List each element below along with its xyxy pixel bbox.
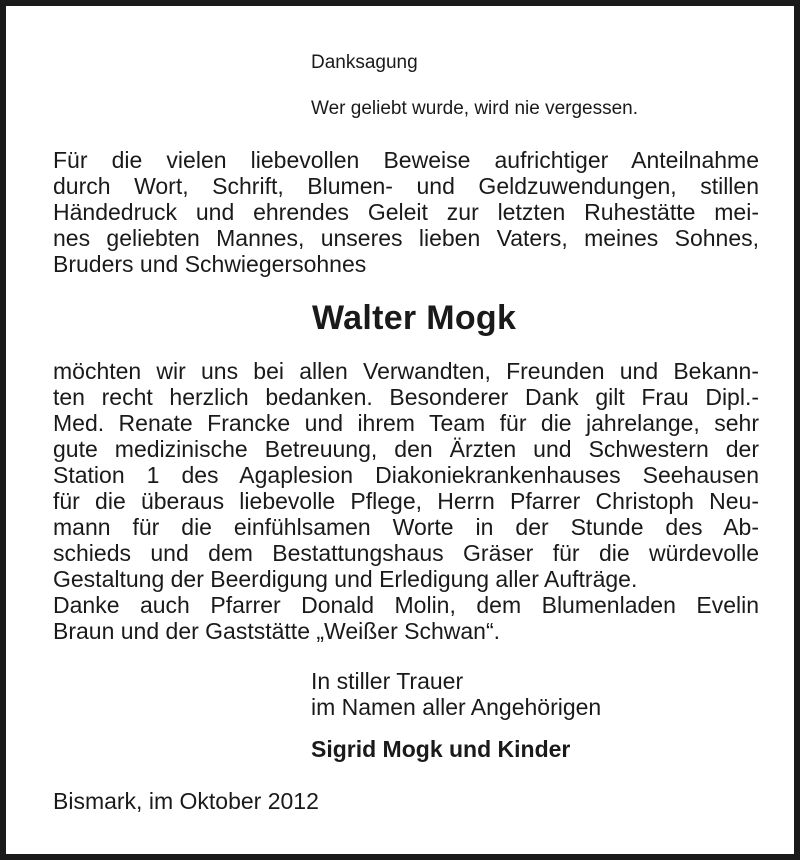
body-line: möchten wir uns bei allen Verwandten, Freunden und Bekann- xyxy=(53,358,759,384)
signature-name: Sigrid Mogk und Kinder xyxy=(311,736,571,762)
place-date: Bismark, im Oktober 2012 xyxy=(53,788,319,814)
body-line: Gestaltung der Beerdigung und Erledigung aller Aufträge. xyxy=(53,566,638,592)
closing-line: im Namen aller Angehörigen xyxy=(311,694,602,720)
body-line: schieds und dem Bestattungshaus Gräser für die würdevolle xyxy=(53,540,759,566)
motto: Wer geliebt wurde, wird nie vergessen. xyxy=(311,98,639,119)
intro-line: nes geliebten Mannes, unseres lieben Vaters, meines Sohnes, xyxy=(53,225,759,251)
body-line: Braun und der Gaststätte „Weißer Schwan“. xyxy=(53,618,500,644)
body-line: Danke auch Pfarrer Donald Molin, dem Blumenladen Evelin xyxy=(53,592,759,618)
body-line: Med. Renate Francke und ihrem Team für die jahrelange, sehr xyxy=(53,410,759,436)
intro-line: durch Wort, Schrift, Blumen- und Geldzuwendungen, stillen xyxy=(53,173,759,199)
body-line: Station 1 des Agaplesion Diakoniekrankenhauses Seehausen xyxy=(53,462,759,488)
body-line: ten recht herzlich bedanken. Besonderer Dank gilt Frau Dipl.- xyxy=(53,384,759,410)
deceased-name: Walter Mogk xyxy=(312,299,517,337)
intro-line: Händedruck und ehrendes Geleit zur letzten Ruhestätte mei- xyxy=(53,199,759,225)
body-line: gute medizinische Betreuung, den Ärzten und Schwestern der xyxy=(53,436,759,462)
closing-line: In stiller Trauer xyxy=(311,668,464,694)
intro-line: Bruders und Schwiegersohnes xyxy=(53,251,367,277)
body-line: mann für die einfühlsamen Worte in der Stunde des Ab- xyxy=(53,514,759,540)
body-line: für die überaus liebevolle Pflege, Herrn Pfarrer Christoph Neu- xyxy=(53,488,759,514)
intro-line: Für die vielen liebevollen Beweise aufrichtiger Anteilnahme xyxy=(53,147,759,173)
notice-title: Danksagung xyxy=(311,52,418,73)
